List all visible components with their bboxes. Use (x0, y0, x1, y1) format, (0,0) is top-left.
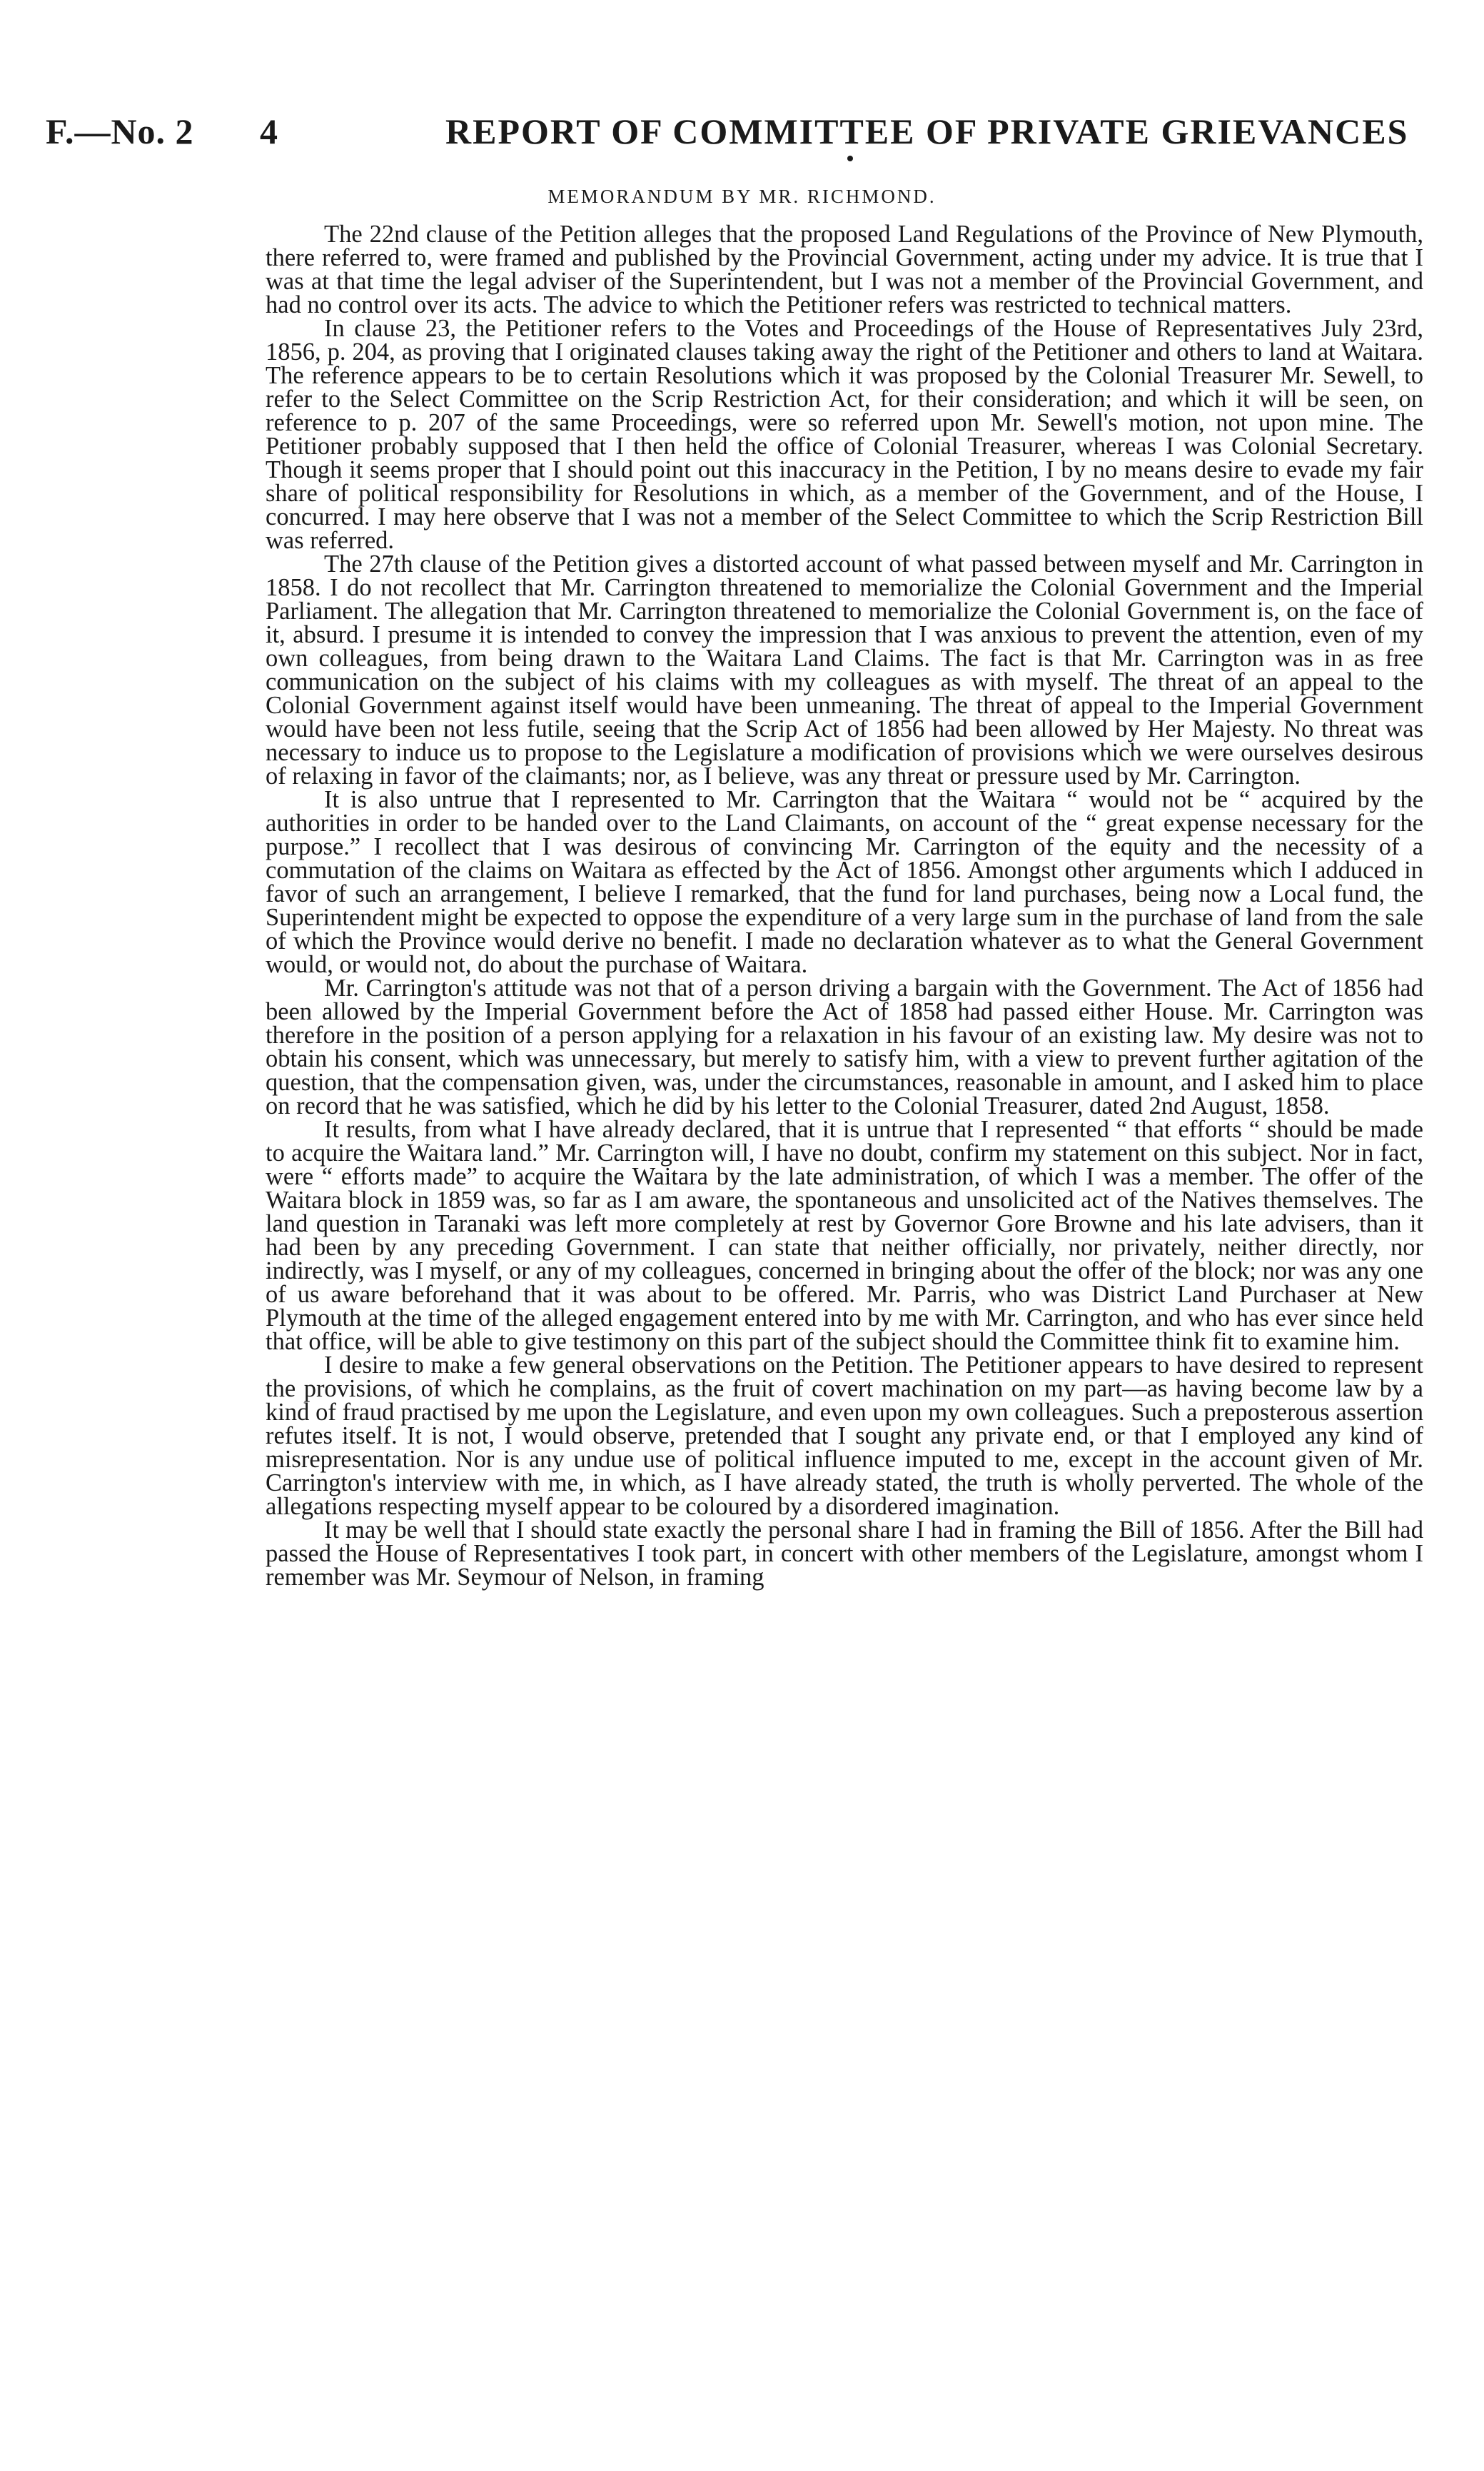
paragraph-clause-22: The 22nd clause of the Petition alleges that the proposed Land Regulations of the Province of New Plymouth, there referred to, were framed and published by the Provincial Government, acting under my advice. It is true that I was at that time the legal adviser of the Superintendent, but I was not a member of the Provincial Government, and had no control over its acts. The advice to which the Petitioner refers was restricted to technical matters. (266, 221, 1423, 318)
page-header (46, 111, 1441, 161)
page-number: 4 (260, 111, 278, 151)
running-title: REPORT OF COMMITTEE OF PRIVATE GRIEVANCES (445, 111, 1409, 151)
paragraph-clause-23: In clause 23, the Petitioner refers to the Votes and Proceedings of the House of Representatives July 23rd, 1856, p. 204, as proving that I originated clauses taking away the right of the Petitioner and others to land at Waitara. The reference appears to be to certain Resolutions which it was proposed by the Colonial Treasurer Mr. Sewell, to refer to the Select Committee on the Scrip Restriction Act, for their consideration; and which it will be seen, on reference to p. 207 of the same Proceedings, were so referred upon Mr. Sewell's motion, not upon mine. The Petitioner probably supposed that I then held the office of Colonial Treasurer, whereas I was Colonial Secretary. Though it seems proper that I should point out this inaccuracy in the Petition, I by no means desire to evade my fair share of political responsibility for Resolutions in which, as a member of the Government, and of the House, I concurred. I may here observe that I was not a member of the Select Committee to which the Scrip Restriction Bill was referred. (266, 315, 1423, 554)
print-dot (847, 156, 853, 161)
paragraph-efforts-to-acquire: It results, from what I have already declared, that it is untrue that I represented “ that efforts “ should be made to acquire the Waitara land.” Mr. Carrington will, I have no doubt, confirm my statement on this subject. Nor in fact, were “ efforts made” to acquire the Waitara by the late administration, of which I was a member. The offer of the Waitara block in 1859 was, so far as I am aware, the spontaneous and unsolicited act of the Natives themselves. The land question in Taranaki was left more completely at rest by Governor Gore Browne and his late advisers, than it had been by any preceding Government. I can state that neither officially, nor privately, neither directly, nor indirectly, was I myself, or any of my colleagues, concerned in bringing about the offer of the block; nor was any one of us aware beforehand that it was about to be offered. Mr. Parris, who was District Land Purchaser at New Plymouth at the time of the alleged engagement entered into by me with Mr. Carrington, and who has ever since held that office, will be able to give testimony on this part of the subject should the Committee think fit to examine him. (266, 1116, 1423, 1355)
memo-heading: MEMORANDUM BY MR. RICHMOND. (547, 186, 937, 207)
paragraph-bill-of-1856: It may be well that I should state exactly the personal share I had in framing the Bill of 1856. After the Bill had passed the House of Representatives I took part, in concert with other members of the Legislature, amongst whom I remember was Mr. Seymour of Nelson, in framing (266, 1516, 1423, 1591)
memorandum-body (266, 223, 1423, 1589)
paragraph-clause-27: The 27th clause of the Petition gives a distorted account of what passed between myself and Mr. Carrington in 1858. I do not recollect that Mr. Carrington threatened to memorialize the Colonial Government and the Imperial Parliament. The allegation that Mr. Carrington threatened to memorialize the Colonial Government is, on the face of it, absurd. I presume it is intended to convey the impression that I was anxious to prevent the attention, even of my own colleagues, from being drawn to the Waitara Land Claims. The fact is that Mr. Carrington was in as free communication on the subject of his claims with my colleagues as with myself. The threat of an appeal to the Colonial Government against itself would have been unmeaning. The threat of appeal to the Imperial Government would have been not less futile, seeing that the Scrip Act of 1856 had been allowed by Her Majesty. No threat was necessary to induce us to propose to the Legislature a modification of provisions which we were ourselves desirous of relaxing in favor of the claimants; nor, as I believe, was any threat or pressure used by Mr. Carrington. (266, 550, 1423, 790)
document-reference: F.—No. 2 (46, 111, 194, 151)
paragraph-general-observations: I desire to make a few general observations on the Petition. The Petitioner appears to have desired to represent the provisions, of which he complains, as the fruit of covert machination on my part—as having become law by a kind of fraud practised by me upon the Legislature, and even upon my own colleagues. Such a preposterous assertion refutes itself. It is not, I would observe, pretended that I sought any private end, or that I employed any kind of misrepresentation. Nor is any undue use of political influence imputed to me, except in the account given of Mr. Carrington's interview with me, in which, as I have already stated, the truth is wholly perverted. The whole of the allegations respecting myself appear to be coloured by a disordered imagination. (266, 1352, 1423, 1520)
paragraph-waitara-representation: It is also untrue that I represented to Mr. Carrington that the Waitara “ would not be “ acquired by the authorities in order to be handed over to the Land Claimants, on account of the “ great expense necessary for the purpose.” I recollect that I was desirous of convincing Mr. Carrington of the equity and the necessity of a commutation of the claims on Waitara as effected by the Act of 1856. Amongst other arguments which I adduced in favor of such an arrangement, I believe I remarked, that the fund for land purchases, being now a Local fund, the Superintendent might be expected to oppose the expenditure of a very large sum in the purchase of land from the sale of which the Province would derive no benefit. I made no declaration whatever as to what the General Government would, or would not, do about the purchase of Waitara. (266, 786, 1423, 978)
paragraph-carrington-attitude: Mr. Carrington's attitude was not that of a person driving a bargain with the Government. The Act of 1856 had been allowed by the Imperial Government before the Act of 1858 had passed either House. Mr. Carrington was therefore in the position of a person applying for a relaxation in his favour of an existing law. My desire was not to obtain his consent, which was unnecessary, but merely to satisfy him, with a view to prevent further agitation of the question, that the compensation given, was, under the circumstances, reasonable in amount, and I asked him to place on record that he was satisfied, which he did by his letter to the Colonial Treasurer, dated 2nd August, 1858. (266, 975, 1423, 1119)
